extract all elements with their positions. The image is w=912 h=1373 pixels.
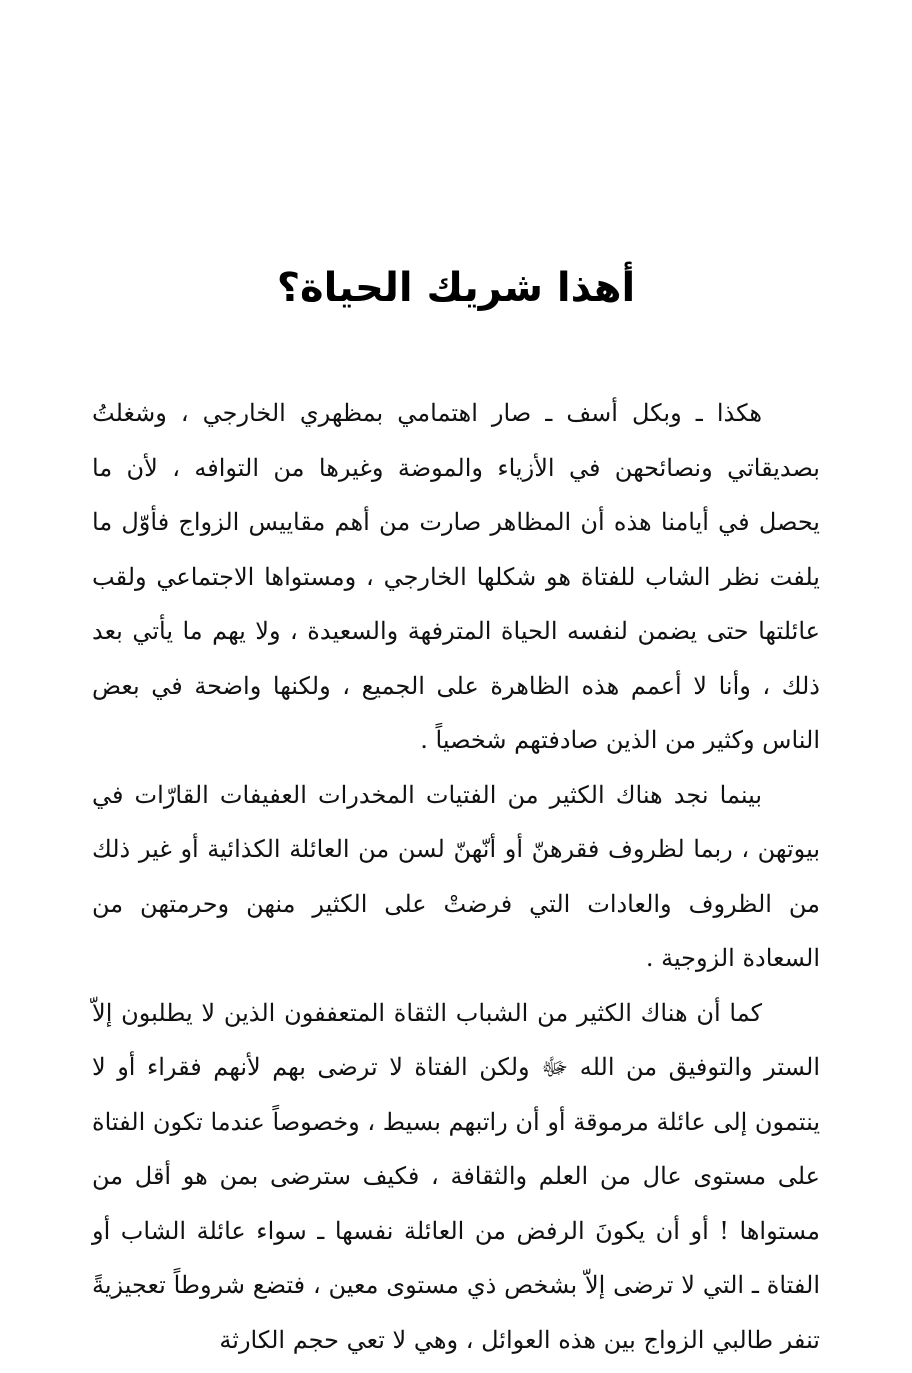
paragraph-3: كما أن هناك الكثير من الشباب الثقاة المتعففون الذين لا يطلبون إلاّ الستر والتوفيق من الله ﷻ ولكن الفتاة لا ترضى بهم لأنهم فقراء أو لا ينتمون إلى عائلة مرموقة أو أن راتبهم بسيط ، وخصوصاً عندما تكون الفتاة على مستوى عال من العلم والثقافة ، فكيف سترضى بمن هو أقل من مستواها ! أو أن يكونَ الرفض من العائلة نفسها ـ سواء عائلة الشاب أو الفتاة ـ التي لا ترضى إلاّ بشخص ذي مستوى معين ، فتضع شروطاً تعجيزيةً تنفر طالبي الزواج بين هذه العوائل ، وهي لا تعي حجم الكارثة xyxy=(92,998,820,1354)
chapter-body xyxy=(92,386,820,1367)
paragraph-2: بينما نجد هناك الكثير من الفتيات المخدرات العفيفات القارّات في بيوتهن ، ربما لظروف فقرهنّ أو أنّهنّ لسن من العائلة الكذائية أو غير ذلك من الظروف والعادات التي فرضتْ على الكثير منهن وحرمتهن من السعادة الزوجية . xyxy=(92,780,820,972)
chapter-title: أهذا شريك الحياة؟ xyxy=(276,265,636,311)
paragraph-1: هكذا ـ وبكل أسف ـ صار اهتمامي بمظهري الخارجي ، وشغلتُ بصديقاتي ونصائحهن في الأزياء والموضة وغيرها من التوافه ، لأن ما يحصل في أيامنا هذه أن المظاهر صارت من أهم مقاييس الزواج فأوّل ما يلفت نظر الشاب للفتاة هو شكلها الخارجي ، ومستواها الاجتماعي ولقب عائلتها حتى يضمن لنفسه الحياة المترفهة والسعيدة ، ولا يهم ما يأتي بعد ذلك ، وأنا لا أعمم هذه الظاهرة على الجميع ، ولكنها واضحة في بعض الناس وكثير من الذين صادفتهم شخصياً . xyxy=(92,399,820,754)
